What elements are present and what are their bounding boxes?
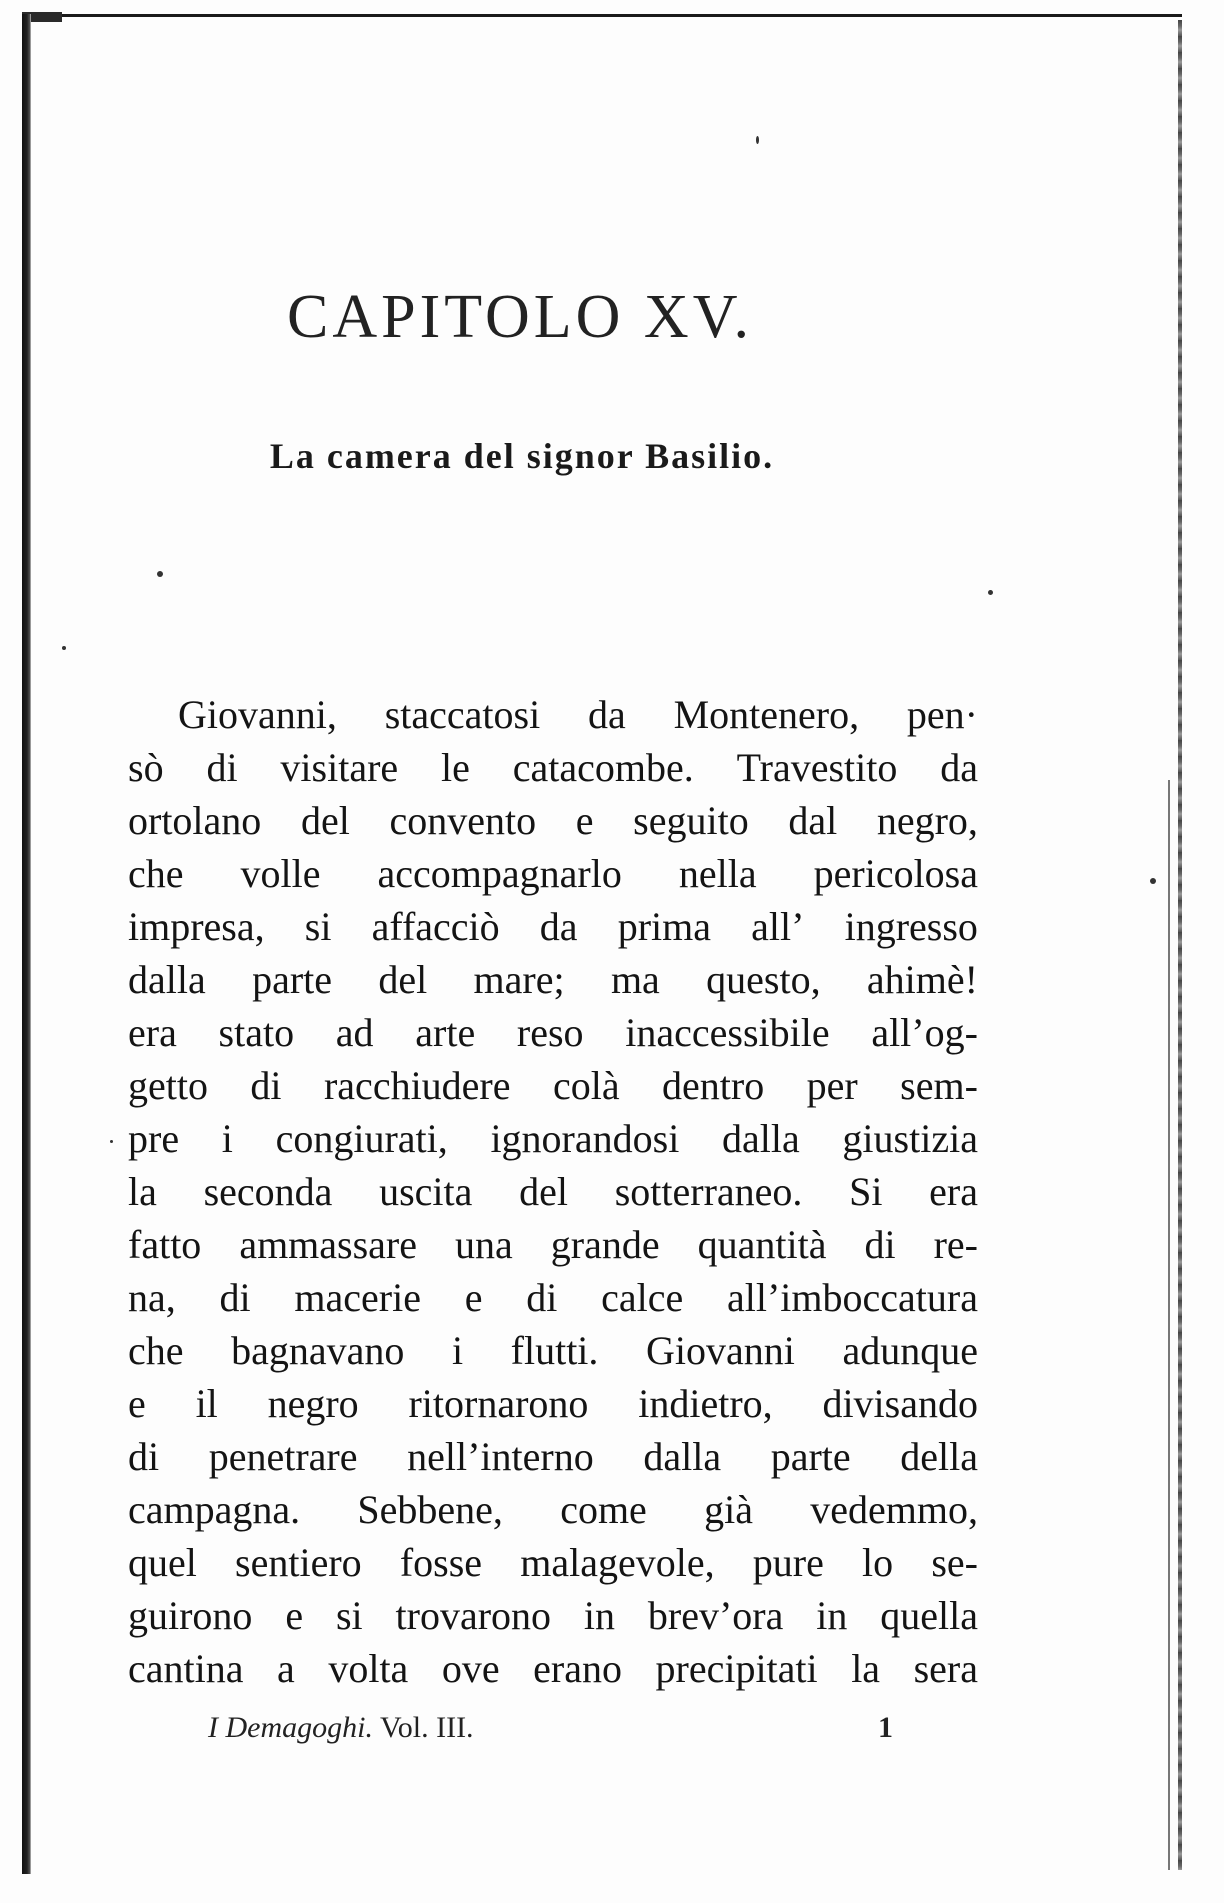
text-line: quel sentiero fosse malagevole, pure lo se-: [128, 1540, 978, 1585]
text-line: che bagnavano i flutti. Giovanni adunque: [128, 1328, 978, 1373]
speck: [62, 646, 66, 650]
text-line: che volle accompagnarlo nella pericolosa: [128, 851, 978, 896]
body-text: [128, 688, 978, 1695]
scan-edge-top: [22, 14, 1182, 17]
footer-signature-mark: 1: [878, 1711, 893, 1744]
chapter-subtitle: La camera del signor Basilio.: [269, 436, 775, 476]
text-line: era stato ad arte reso inaccessibile all’og-: [128, 1010, 978, 1055]
text-line: na, di macerie e di calce all’imboccatura: [128, 1275, 978, 1320]
text-line: impresa, si affacciò da prima all’ ingresso: [128, 904, 978, 949]
text-line: getto di racchiudere colà dentro per sem-: [128, 1063, 978, 1108]
text-line: sò di visitare le catacombe. Travestito da: [128, 745, 978, 790]
footer-book-title: I Demagoghi.: [208, 1711, 373, 1744]
speck: [756, 136, 759, 144]
speck: [1150, 878, 1156, 884]
text-line: dalla parte del mare; ma questo, ahimè!: [128, 957, 978, 1002]
scan-edge-right-inner: [1168, 780, 1170, 1870]
chapter-heading: CAPITOLO XV.: [287, 283, 753, 351]
text-line: pre i congiurati, ignorandosi dalla giustizia: [128, 1116, 978, 1161]
speck: [110, 1140, 113, 1143]
text-line: fatto ammassare una grande quantità di re-: [128, 1222, 978, 1267]
text-line: guirono e si trovarono in brev’ora in quella: [128, 1593, 978, 1638]
footer-volume: Vol. III.: [379, 1711, 474, 1744]
speck: [157, 571, 163, 577]
text-line: ortolano del convento e seguito dal negro,: [128, 798, 978, 843]
text-line: Giovanni, staccatosi da Montenero, pen·: [178, 692, 978, 737]
text-line: cantina a volta ove erano precipitati la sera: [128, 1646, 978, 1691]
text-line: di penetrare nell’interno dalla parte della: [128, 1434, 978, 1479]
text-line: campagna. Sebbene, come già vedemmo,: [128, 1487, 978, 1532]
speck: [988, 590, 993, 595]
text-line: e il negro ritornarono indietro, divisando: [128, 1381, 978, 1426]
page-footer: [208, 1708, 908, 1748]
text-line: la seconda uscita del sotterraneo. Si era: [128, 1169, 978, 1214]
scan-edge-right: [1178, 20, 1182, 1870]
